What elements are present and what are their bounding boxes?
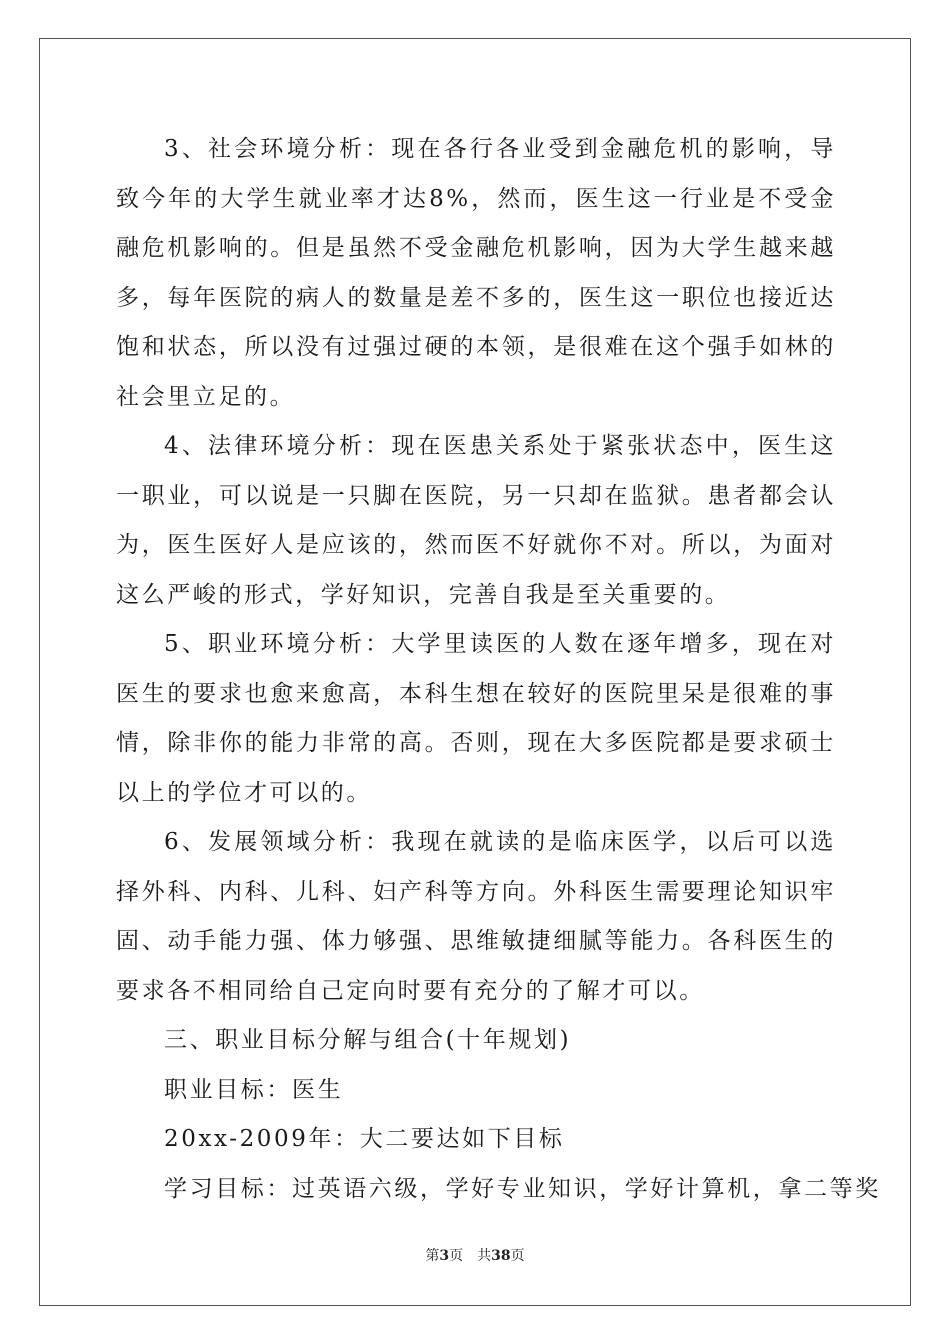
total-prefix: 共 xyxy=(477,1248,492,1264)
career-target-line: 职业目标：医生 xyxy=(164,1076,344,1103)
page-prefix: 第 xyxy=(425,1248,440,1264)
page-number: 3 xyxy=(439,1248,450,1264)
paragraph-development-field: 6、发展领域分析：我现在就读的是临床医学，以后可以选择外科、内科、儿科、妇产科等方向。外科医生需要理论知识牢固、动手能力强、体力够强、思维敏捷细腻等能力。各科医生的要求各不相同给自己定向时要有充分的了解才可以。 xyxy=(116,829,836,1004)
total-pages: 38 xyxy=(491,1248,511,1264)
year-plan-line: 20xx-2009年：大二要达如下目标 xyxy=(164,1126,565,1152)
paragraph-social-environment: 3、社会环境分析：现在各行各业受到金融危机的影响，导致今年的大学生就业率才达8%，然而，医生这一行业是不受金融危机影响的。但是虽然不受金融危机影响，因为大学生越来越多，每年医院的病人的数量是差不多的，医生这一职位也接近达饱和状态，所以没有过强过硬的本领，是很难在这个强手如林的社会里立足的。 xyxy=(116,136,836,410)
study-goals-line: 学习目标：过英语六级，学好专业知识，学好计算机，拿二等奖 xyxy=(164,1175,881,1202)
paragraph-career-environment: 5、职业环境分析：大学里读医的人数在逐年增多，现在对医生的要求也愈来愈高，本科生想在较好的医院里呆是很难的事情，除非你的能力非常的高。否则，现在大多医院都是要求硕士以上的学位才可以的。 xyxy=(116,631,836,806)
paragraph-legal-environment: 4、法律环境分析：现在医患关系处于紧张状态中，医生这一职业，可以说是一只脚在医院，另一只却在监狱。患者都会认为，医生医好人是应该的，然而医不好就你不对。所以，为面对这么严峻的形式，学好知识，完善自我是至关重要的。 xyxy=(116,433,836,608)
page-footer xyxy=(0,1245,950,1265)
total-suffix: 页 xyxy=(510,1248,525,1264)
section-heading-career-goals: 三、职业目标分解与组合(十年规划) xyxy=(164,1027,572,1053)
document-body xyxy=(116,125,881,1214)
page-suffix: 页 xyxy=(449,1248,464,1264)
